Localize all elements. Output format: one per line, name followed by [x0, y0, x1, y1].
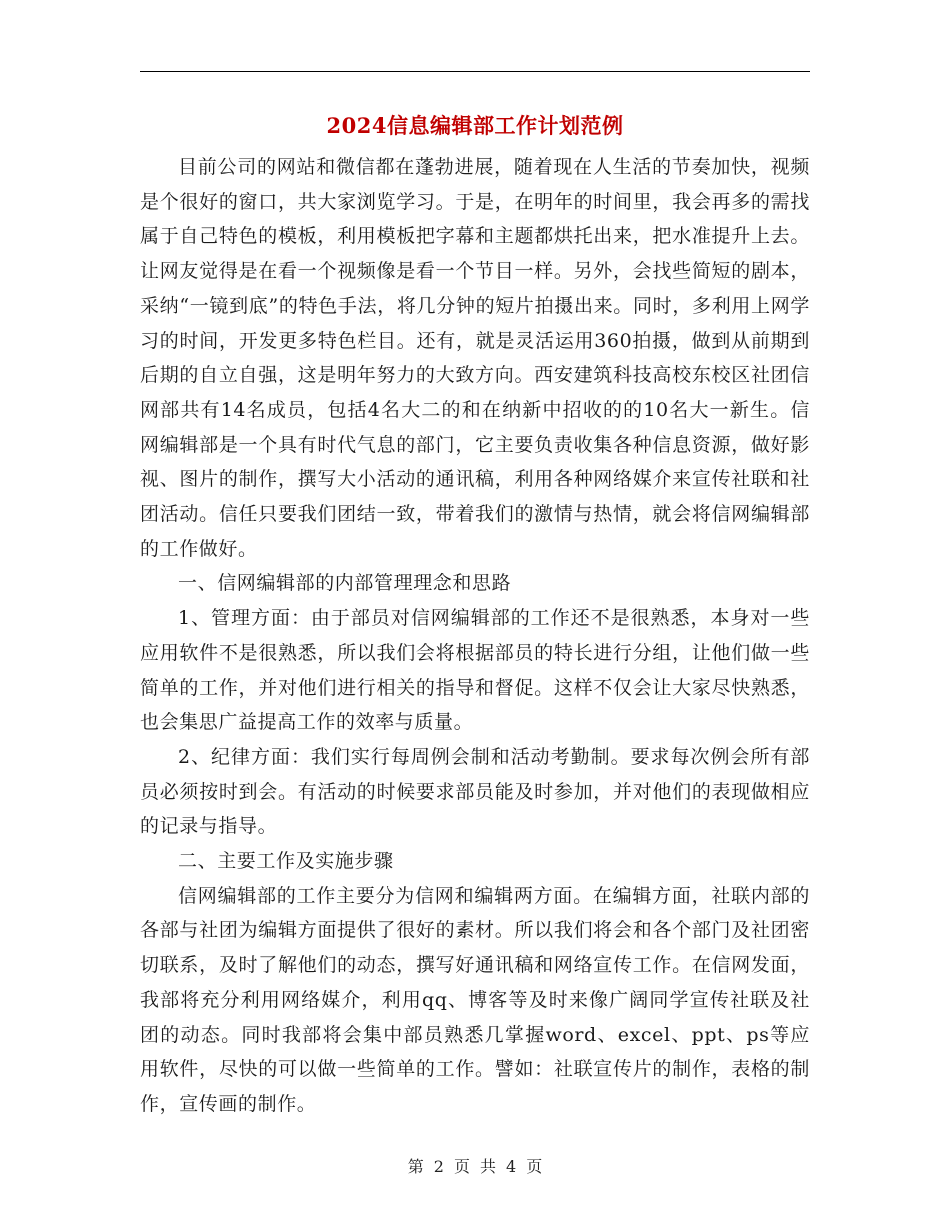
footer-page-word: 页: [453, 1157, 470, 1176]
paragraph-discipline: 2、纪律方面：我们实行每周例会制和活动考勤制。要求每次例会所有部员必须按时到会。有活动的时候要求部员能及时参加，并对他们的表现做相应的记录与指导。: [140, 745, 810, 838]
paragraph-management: 1、管理方面：由于部员对信网编辑部的工作还不是很熟悉，本身对一些应用软件不是很熟悉，所以我们会将根据部员的特长进行分组，让他们做一些简单的工作，并对他们进行相关的指导和督促。这样不仅会让大家尽快熟悉，也会集思广益提高工作的效率与质量。: [140, 607, 810, 734]
page-footer: [0, 1154, 950, 1177]
document-body: [140, 150, 810, 1122]
footer-current-page: 2: [433, 1157, 444, 1176]
header-rule: [140, 71, 810, 72]
footer-total-pages: 4: [506, 1157, 517, 1176]
section-heading-main-work: 二、主要工作及实施步骤: [178, 850, 394, 873]
section-heading-management: 一、信网编辑部的内部管理理念和思路: [178, 572, 512, 595]
paragraph-main-work: 信网编辑部的工作主要分为信网和编辑两方面。在编辑方面，社联内部的各部与社团为编辑方面提供了很好的素材。所以我们将会和各个部门及社团密切联系，及时了解他们的动态，撰写好通讯稿和网络宣传工作。在信网发面，我部将充分利用网络媒介，利用qq、博客等及时来像广阔同学宣传社联及社团的动态。同时我部将会集中部员熟悉几掌握word、excel、ppt、ps等应用软件，尽快的可以做一些简单的工作。譬如：社联宣传片的制作，表格的制作，宣传画的制作。: [140, 884, 810, 1115]
paragraph-intro: 目前公司的网站和微信都在蓬勃进展，随着现在人生活的节奏加快，视频是个很好的窗口，共大家浏览学习。于是，在明年的时间里，我会再多的需找属于自己特色的模板，利用模板把字幕和主题都烘托出来，把水准提升上去。让网友觉得是在看一个视频像是看一个节目一样。另外，会找些简短的剧本，采纳“一镜到底”的特色手法，将几分钟的短片拍摄出来。同时，多利用上网学习的时间，开发更多特色栏目。还有，就是灵活运用360拍摄，做到从前期到后期的自立自强，这是明年努力的大致方向。西安建筑科技高校东校区社团信网部共有14名成员，包括4名大二的和在纳新中招收的的10名大一新生。信网编辑部是一个具有时代气息的部门，它主要负责收集各种信息资源，做好影视、图片的制作，撰写大小活动的通讯稿，利用各种网络媒介来宣传社联和社团活动。信任只要我们团结一致，带着我们的激情与热情，就会将信网编辑部的工作做好。: [140, 156, 810, 560]
document-title: 2024信息编辑部工作计划范例: [326, 113, 624, 138]
footer-prefix: 第: [407, 1157, 424, 1176]
footer-suffix: 页: [526, 1157, 543, 1176]
footer-total-word: 共: [480, 1157, 497, 1176]
